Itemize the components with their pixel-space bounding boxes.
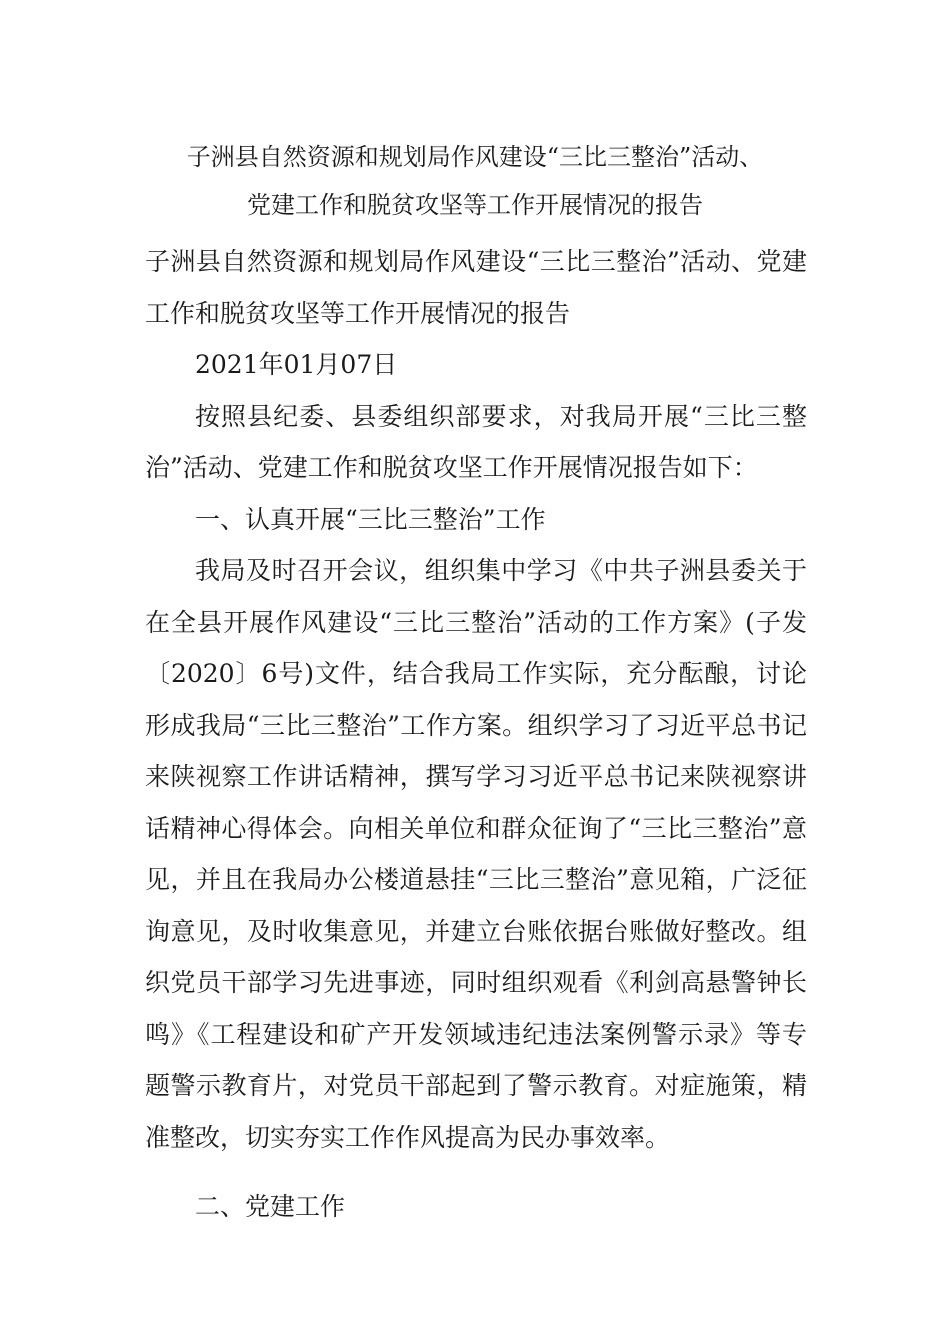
document-title-line-1: 子洲县自然资源和规划局作风建设“三比三整治”活动、 bbox=[186, 143, 764, 171]
document-title-line-2: 党建工作和脱贫攻坚等工作开展情况的报告 bbox=[247, 191, 703, 219]
section-1-heading: 一、认真开展“三比三整治”工作 bbox=[195, 504, 546, 534]
document-body bbox=[145, 236, 807, 1233]
section-1-paragraph: 我局及时召开会议，组织集中学习《中共子洲县委关于在全县开展作风建设“三比三整治”活动的工作方案》(子发〔2020〕6号)文件，结合我局工作实际，充分酝酿，讨论形成我局“三比三整治”工作方案。组织学习了习近平总书记来陕视察工作讲话精神，撰写学习习近平总书记来陕视察讲话精神心得体会。向相关单位和群众征询了“三比三整治”意见，并且在我局办公楼道悬挂“三比三整治”意见箱，广泛征询意见，及时收集意见，并建立台账依据台账做好整改。组织党员干部学习先进事迹，同时组织观看《利剑高悬警钟长鸣》《工程建设和矿产开发领域违纪违法案例警示录》等专题警示教育片，对党员干部起到了警示教育。对症施策，精准整改，切实夯实工作作风提高为民办事效率。 bbox=[145, 556, 807, 1152]
intro-paragraph: 按照县纪委、县委组织部要求，对我局开展“三比三整治”活动、党建工作和脱贫攻坚工作开展情况报告如下： bbox=[145, 401, 807, 482]
report-date: 2021年01月07日 bbox=[195, 350, 398, 379]
section-2-heading: 二、党建工作 bbox=[195, 1192, 346, 1221]
repeated-title: 子洲县自然资源和规划局作风建设“三比三整治”活动、党建工作和脱贫攻坚等工作开展情况的报告 bbox=[145, 247, 807, 328]
